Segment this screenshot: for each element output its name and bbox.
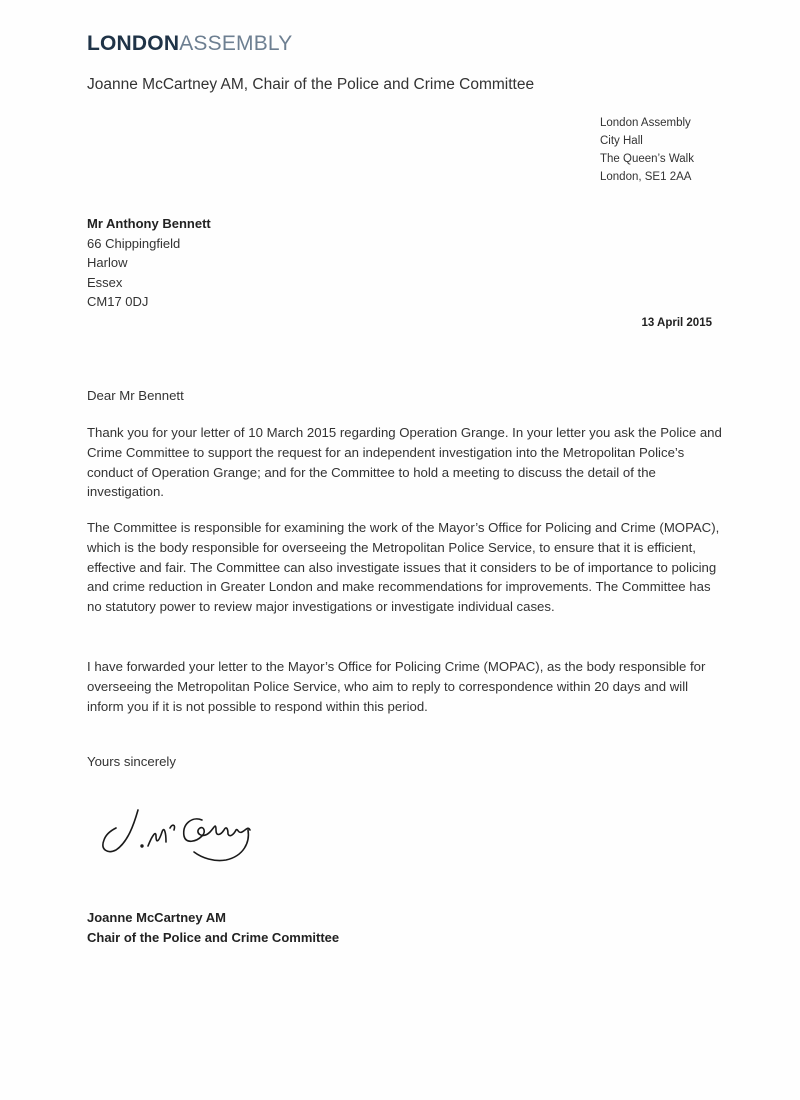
sender-address-line: London, SE1 2AA	[600, 171, 692, 183]
body-paragraph: I have forwarded your letter to the Mayor’s Office for Policing Crime (MOPAC), as the body responsible for overseeing the Metropolitan Police Service, who aim to reply to correspondence within 20 days and will inform you if it is not possible to respond within this period.	[87, 659, 706, 714]
closing: Yours sincerely	[87, 754, 176, 769]
recipient-address-line: Essex	[87, 274, 123, 290]
recipient-address-line: 66 Chippingfield	[87, 235, 181, 251]
recipient-block	[87, 214, 211, 312]
recipient-name: Mr Anthony Bennett	[87, 216, 211, 231]
logo-light-text: ASSEMBLY	[179, 32, 293, 55]
body-paragraph: The Committee is responsible for examining the work of the Mayor’s Office for Policing and Crime (MOPAC), which is the body responsible for overseeing the Metropolitan Police Service, to ensure that it is efficient, effective and fair. The Committee can also investigate issues that it considers to be of importance to policing and crime reduction in Greater London and make recommendations for improvements. The Committee has no statutory power to review major investigations or investigate individual cases.	[87, 520, 720, 615]
london-assembly-logo	[87, 31, 292, 57]
recipient-address-line: CM17 0DJ	[87, 294, 149, 309]
logo-bold-text: LONDON	[87, 32, 180, 55]
sender-address-line: The Queen’s Walk	[600, 153, 694, 165]
handwritten-signature	[98, 802, 298, 882]
body-paragraph: Thank you for your letter of 10 March 2015 regarding Operation Grange. In your letter you ask the Police and Crime Committee to support the request for an independent investigation into the Metropolitan Police’s conduct of Operation Grange; and for the Committee to hold a meeting to discuss the detail of the investigation.	[87, 425, 722, 500]
letter-date: 13 April 2015	[641, 317, 712, 329]
signer-title: Chair of the Police and Crime Committee	[87, 929, 340, 945]
letterhead-subtitle: Joanne McCartney AM, Chair of the Police and Crime Committee	[87, 76, 535, 93]
sender-address	[600, 114, 694, 186]
signer-block	[87, 908, 339, 947]
signer-name: Joanne McCartney AM	[87, 910, 226, 925]
salutation: Dear Mr Bennett	[87, 388, 184, 403]
sender-address-line: City Hall	[600, 135, 643, 147]
recipient-address-line: Harlow	[87, 255, 128, 270]
sender-address-line: London Assembly	[600, 117, 691, 129]
